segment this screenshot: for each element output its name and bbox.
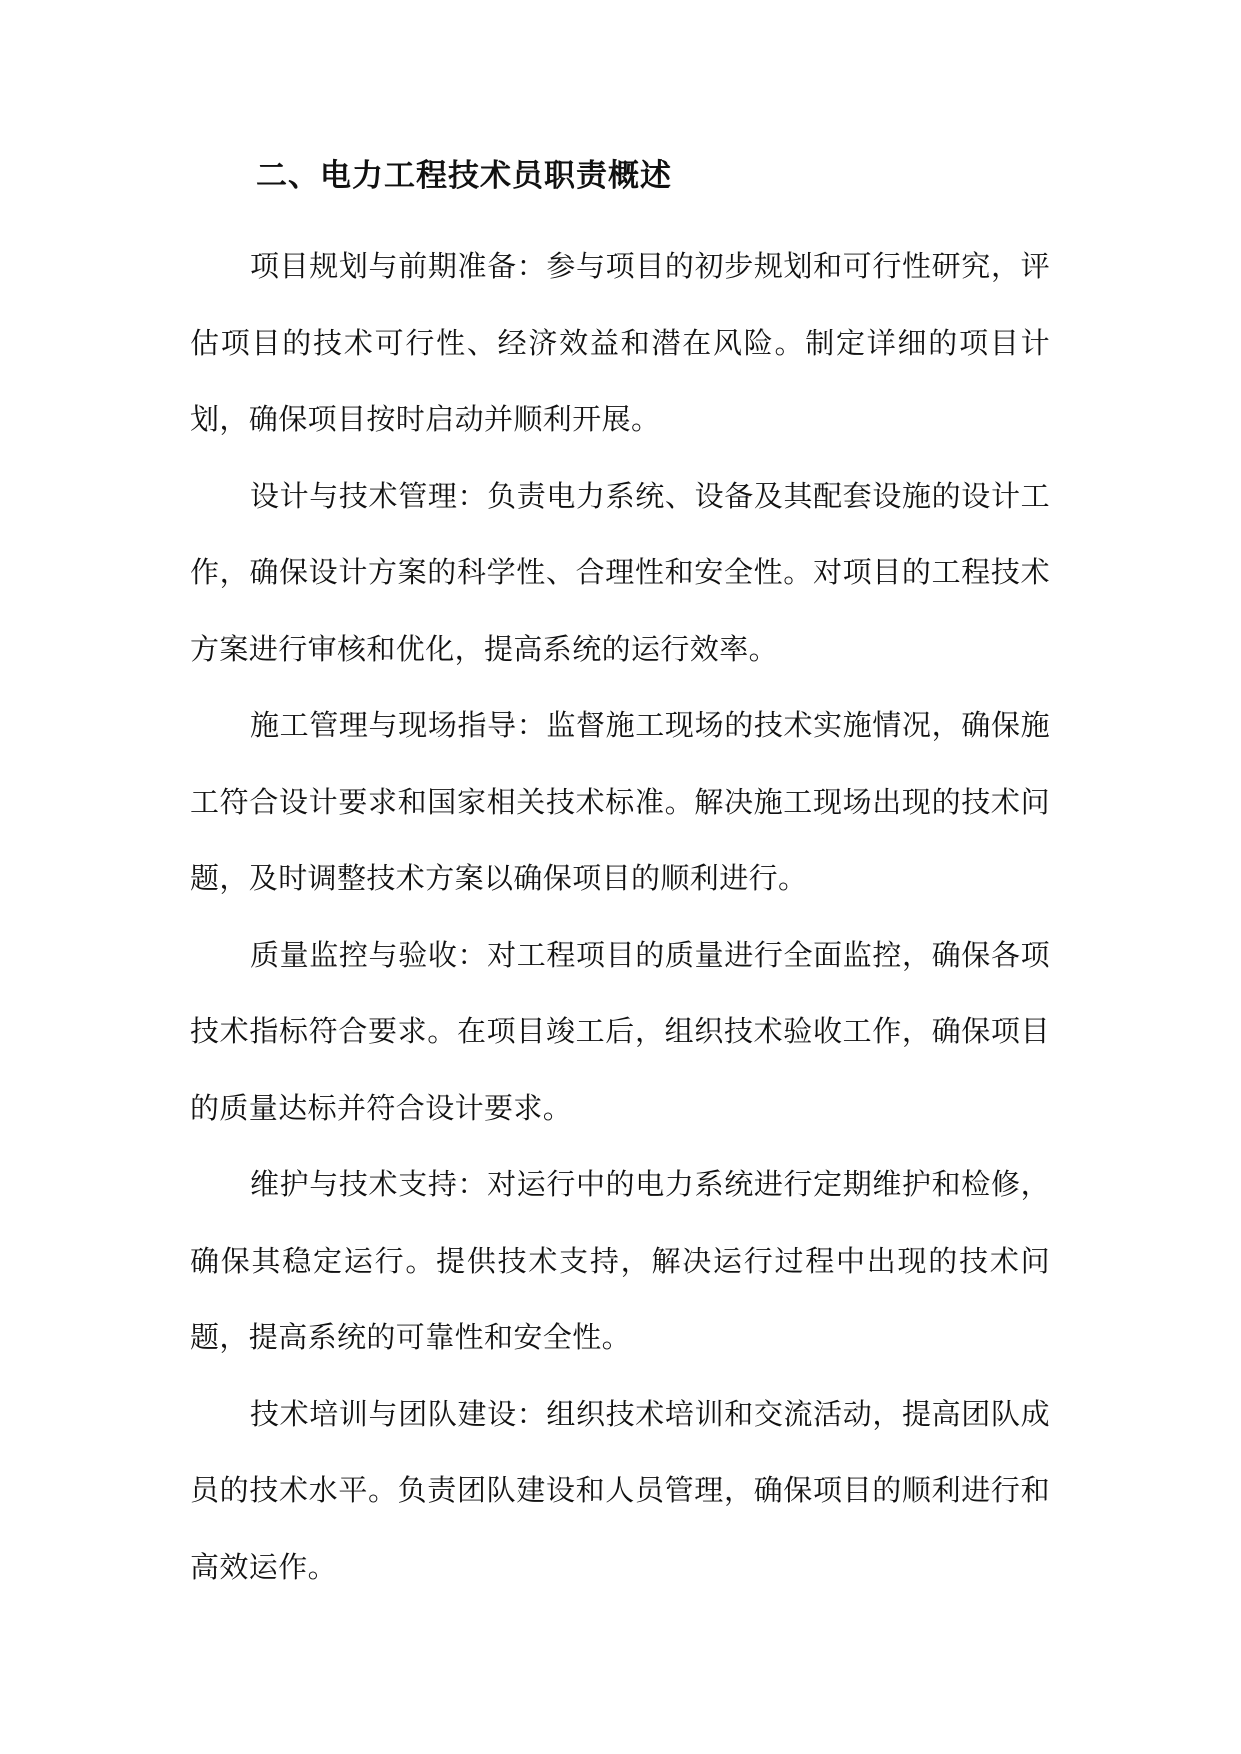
paragraph-construction-management: 施工管理与现场指导：监督施工现场的技术实施情况，确保施工符合设计要求和国家相关技术标准。解决施工现场出现的技术问题，及时调整技术方案以确保项目的顺利进行。 [190,708,1050,895]
paragraph-training-team: 技术培训与团队建设：组织技术培训和交流活动，提高团队成员的技术水平。负责团队建设和人员管理，确保项目的顺利进行和高效运作。 [190,1396,1050,1584]
section-heading: 二、电力工程技术员职责概述 [256,158,672,194]
paragraph-maintenance-support: 维护与技术支持：对运行中的电力系统进行定期维护和检修，确保其稳定运行。提供技术支持，解决运行过程中出现的技术问题，提高系统的可靠性和安全性。 [190,1167,1050,1354]
paragraph-project-planning: 项目规划与前期准备：参与项目的初步规划和可行性研究，评估项目的技术可行性、经济效益和潜在风险。制定详细的项目计划，确保项目按时启动并顺利开展。 [190,249,1050,436]
document-body [190,228,1050,1605]
paragraph-quality-control: 质量监控与验收：对工程项目的质量进行全面监控，确保各项技术指标符合要求。在项目竣工后，组织技术验收工作，确保项目的质量达标并符合设计要求。 [190,937,1050,1125]
paragraph-design-management: 设计与技术管理：负责电力系统、设备及其配套设施的设计工作，确保设计方案的科学性、合理性和安全性。对项目的工程技术方案进行审核和优化，提高系统的运行效率。 [190,478,1050,666]
